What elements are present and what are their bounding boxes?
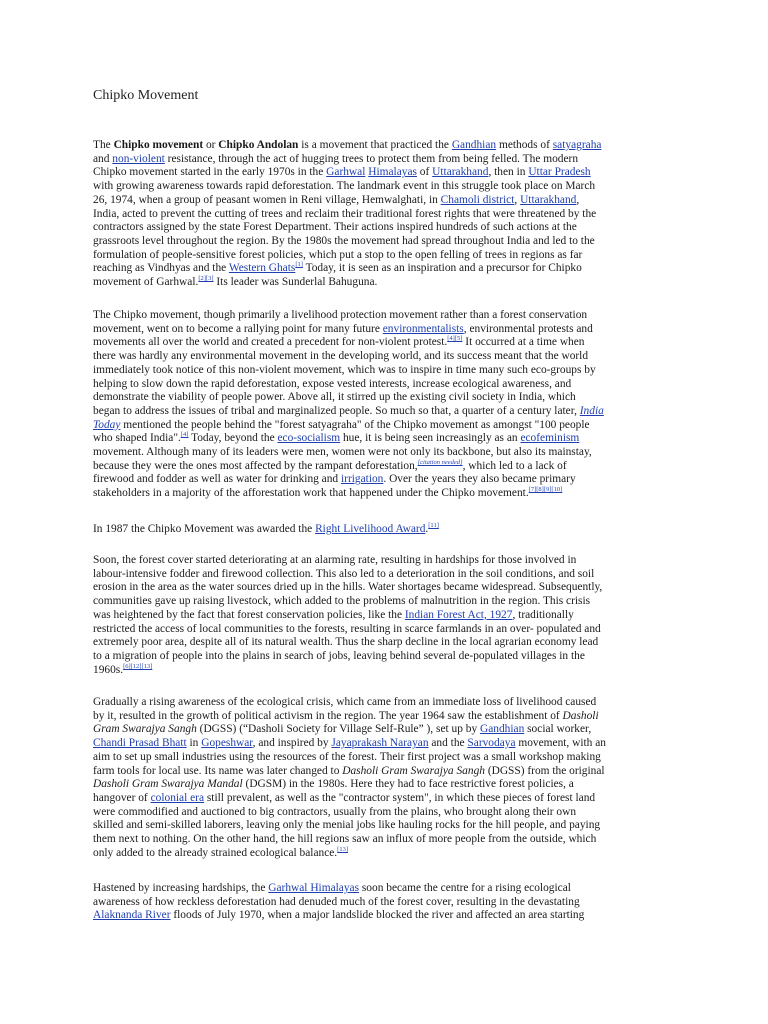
- text: in: [186, 737, 202, 750]
- text: firewood and fodder as well as water for drinking and: [93, 473, 341, 486]
- text: In 1987 the Chipko Movement was awarded the: [93, 523, 316, 535]
- text: began to address the issues of tribal and marginalized people. So much so that, a quarter of a century later,: [93, 404, 580, 417]
- link-sarvodaya[interactable]: Sarvodaya: [467, 737, 516, 750]
- text: is a movement that practiced the: [298, 139, 452, 151]
- text-line: contractors assigned by the state Forest Department. Their actions inspired hundreds of such actions at the: [93, 221, 577, 234]
- reference-link[interactable]: [6][12][13]: [123, 662, 153, 670]
- text: hue, it is being seen increasingly as an: [340, 432, 521, 445]
- link-uttarakhand[interactable]: Uttarakhand: [432, 166, 489, 179]
- text-line: India, acted to prevent the cutting of trees and reclaim their traditional forest rights that were threatened by the: [93, 207, 597, 220]
- reference-link[interactable]: [1]: [295, 261, 303, 269]
- text: of: [416, 166, 433, 179]
- text: still prevalent, as well as the "contractor system", in which these pieces of forest land: [204, 791, 596, 804]
- text-line: labour-intensive fodder and firewood collection. This also led to a deterioration in the soil conditions, and soil: [93, 567, 595, 580]
- text: reaching as Vindhyas and the: [93, 262, 229, 275]
- text: .: [425, 523, 429, 535]
- text: or: [203, 139, 219, 151]
- text-line: demonstrate the viability of people power. Above all, it stirred up the existing civil society in India, which: [93, 391, 576, 404]
- link-gandhian[interactable]: Gandhian: [479, 723, 525, 736]
- reference-link[interactable]: [7][8][9][10]: [528, 486, 563, 494]
- text: , environmental protests and: [463, 322, 593, 335]
- italic-term: Dasholi Gram Swarajya Sangh: [342, 764, 485, 777]
- text: social worker,: [524, 723, 592, 736]
- text: , which led to a lack of: [462, 459, 567, 472]
- bold-term: Chipko Andolan: [218, 139, 299, 151]
- text-line: them next to nothing. On the other hand, the hill regions saw an influx of more people from the outside, which: [93, 833, 597, 846]
- link-india-today[interactable]: India: [579, 404, 604, 417]
- text-line: immediately took notice of this non-violent movement, which was to inspire in time many such eco-groups by: [93, 363, 596, 376]
- text: movement, with an: [515, 737, 606, 750]
- page-title: Chipko Movement: [93, 88, 199, 103]
- text: 26, 1974, when a group of peasant women in Reni village, Hemwalghati, in: [93, 193, 441, 206]
- link-right-livelihood-award[interactable]: Right Livelihood Award: [315, 523, 426, 535]
- text: ,: [514, 193, 521, 206]
- reference-link[interactable]: [11]: [428, 522, 439, 529]
- text: The: [93, 139, 114, 151]
- reference-link[interactable]: [4][5]: [447, 335, 463, 343]
- bold-term: Chipko movement: [113, 139, 204, 151]
- link-jayaprakash-narayan[interactable]: Jayaprakash Narayan: [331, 737, 429, 750]
- text: methods of: [496, 139, 553, 151]
- text: It occurred at a time when: [462, 336, 585, 349]
- text-line: awareness of how reckless deforestation had denuded much of the forest cover, resulting in the devastating: [93, 895, 580, 908]
- text: by it, resulted in the growth of political activism in the region. The year 1964 saw the establishment of: [93, 709, 563, 722]
- text-line: to a migration of people into the plains in search of jobs, leaving behind several de-populated villages in the: [93, 649, 585, 662]
- reference-link[interactable]: [2][3]: [198, 275, 214, 283]
- text: farm tools for local use. Its name was later changed to: [93, 764, 343, 777]
- link-chamoli-district[interactable]: Chamoli district: [440, 193, 515, 206]
- text: (DGSM) in the 1980s. Here they had to face restrictive forest policies, a: [242, 778, 574, 791]
- text-line: Soon, the forest cover started deteriorating at an alarming rate, resulting in hardships for those involved in: [93, 554, 577, 566]
- link-non-violent[interactable]: non-violent: [112, 152, 165, 165]
- italic-term: Dasholi Gram Swarajya Mandal: [93, 778, 243, 791]
- paragraph-award: [93, 523, 676, 537]
- text-line: there was hardly any environmental movement in the developing world, and its success meant that the world: [93, 350, 589, 363]
- link-garhwal-himalayas[interactable]: Garhwal Himalayas: [268, 882, 360, 894]
- text-line: communities gave up raising livestock, which added to the problems of malnutrition in the region. This crisis: [93, 595, 591, 608]
- text-line: aim to set up small industries using the resources of the forest. Their first project was a small workshop making: [93, 750, 601, 763]
- paragraph-deterioration: [93, 554, 676, 677]
- text: floods of July 1970, when a major landslide blocked the river and affected an area starting: [170, 909, 585, 922]
- text: hangover of: [93, 791, 151, 804]
- link-uttar-pradesh[interactable]: Uttar Pradesh: [528, 166, 591, 179]
- link-ecofeminism[interactable]: ecofeminism: [520, 432, 580, 445]
- text: Its leader was Sunderlal Bahuguna.: [213, 276, 378, 289]
- citation-needed-link[interactable]: [citation needed]: [417, 458, 463, 466]
- link-irrigation[interactable]: irrigation: [340, 473, 384, 486]
- text-line: helping to slow down the rapid deforestation, expose vested interests, increase ecological awareness, and: [93, 377, 572, 390]
- link-western-ghats[interactable]: Western Ghats: [228, 262, 296, 275]
- link-uttarakhand[interactable]: Uttarakhand: [520, 193, 577, 206]
- italic-term: Gram Swarajya Sangh: [93, 723, 197, 736]
- paragraph-activism: [93, 696, 676, 860]
- link-chandi-prasad-bhatt[interactable]: Chandi Prasad Bhatt: [93, 737, 187, 750]
- text-line: movement. Although many of its leaders were men, women were not only its backbone, but also its mainstay,: [93, 446, 592, 459]
- text-line: were commodified and auctioned to big contractors, usually from the plains, who brought along their own: [93, 805, 577, 818]
- reference-link[interactable]: [4]: [180, 431, 189, 439]
- link-gopeshwar[interactable]: Gopeshwar: [201, 737, 253, 750]
- text: because they were the ones most affected by the rampant deforestation,: [93, 459, 418, 472]
- text: and the: [428, 737, 468, 750]
- text: movements all over the world and created a precedent for non-violent protest.: [93, 336, 448, 349]
- paragraph-intro: [93, 139, 676, 290]
- text: resistance, through the act of hugging trees to protect them from being felled. The modern: [164, 152, 579, 165]
- link-himalayas[interactable]: Himalayas: [368, 166, 417, 179]
- text: ,: [576, 193, 580, 206]
- text-line: The Chipko movement, though primarily a livelihood protection movement rather than a forest conservation: [93, 309, 588, 321]
- text: , and inspired by: [252, 737, 332, 750]
- text: Hastened by increasing hardships, the: [93, 882, 269, 894]
- text: soon became the centre for a rising ecological: [359, 882, 571, 894]
- text-line: erosion in the area as the water sources dried up in the hills. Water shortages became widespread. Subsequently,: [93, 581, 603, 594]
- text: , traditionally: [512, 608, 574, 621]
- text: who shaped India".: [93, 432, 181, 445]
- text: Today, beyond the: [188, 432, 278, 445]
- text-line: skilled and semi-skilled laborers, leaving only the menial jobs like hauling rocks for the hill people, and paying: [93, 819, 601, 832]
- text: and: [93, 152, 113, 165]
- text-line: formulation of people-sensitive forest policies, which put a stop to the open felling of trees in regions as far: [93, 248, 583, 261]
- link-india-today[interactable]: Today: [93, 418, 121, 431]
- text: Chipko movement started in the early 1970s in the: [93, 166, 327, 179]
- link-environmentalists[interactable]: environmentalists: [382, 322, 464, 335]
- text: movement, went on to become a rallying point for many future: [93, 322, 383, 335]
- link-eco-socialism[interactable]: eco-socialism: [277, 432, 341, 445]
- link-garhwal[interactable]: Garhwal: [326, 166, 366, 179]
- reference-link[interactable]: [13]: [337, 845, 349, 853]
- text-line: grassroots level throughout the region. By the 1980s the movement had spread throughout India and led to the: [93, 234, 595, 247]
- text: mentioned the people behind the "forest satyagraha" of the Chipko movement as amongst "100 people: [120, 418, 590, 431]
- paragraph-floods: [93, 882, 676, 923]
- text-line: extremely poor area, despite all of its natural wealth. Thus the sharp decline in the local agrarian economy lead: [93, 636, 599, 649]
- link-colonial-era[interactable]: colonial era: [150, 791, 205, 804]
- link-alaknanda-river[interactable]: Alaknanda River: [93, 909, 171, 922]
- text: (DGSS) from the original: [484, 764, 605, 777]
- link-indian-forest-act[interactable]: Indian Forest Act, 1927: [404, 608, 513, 621]
- text-line: with growing awareness towards rapid deforestation. The landmark event in this struggle took place on March: [93, 180, 596, 193]
- text: only added to the already strained ecological balance.: [93, 846, 338, 859]
- text-line: Gradually a rising awareness of the ecological crisis, which came from an immediate loss of livelihood caused: [93, 696, 597, 708]
- text: stakeholders in a majority of the afforestation work that happened under the Chipko movement.: [93, 487, 529, 500]
- text: was heightened by the fact that forest conservation policies, like the: [93, 608, 405, 621]
- text: movement of Garhwal.: [93, 276, 199, 289]
- text: Today, it is seen as an inspiration and a precursor for Chipko: [302, 262, 582, 275]
- text-line: restricted the access of local communities to the forests, resulting in scarce farmlands in an over- populated and: [93, 622, 601, 635]
- text: 1960s.: [93, 663, 124, 676]
- text: . Over the years they also became primary: [383, 473, 576, 486]
- link-gandhian[interactable]: Gandhian: [451, 139, 497, 151]
- text: , then in: [488, 166, 529, 179]
- italic-term: Dasholi: [562, 709, 599, 722]
- paragraph-impact: [93, 309, 676, 501]
- text: (DGSS) (“Dasholi Society for Village Self-Rule” ), set up by: [196, 723, 480, 736]
- link-satyagraha[interactable]: satyagraha: [552, 139, 602, 151]
